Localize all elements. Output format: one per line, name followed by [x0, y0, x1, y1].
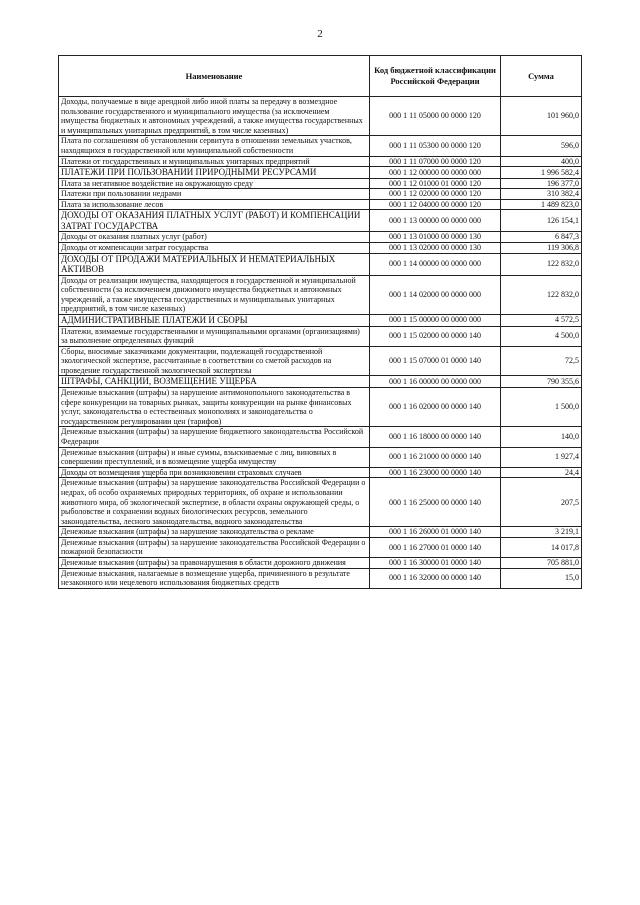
cell-sum: 196 377,0	[501, 178, 582, 189]
cell-code: 000 1 13 01000 00 0000 130	[370, 232, 501, 243]
cell-code: 000 1 16 32000 00 0000 140	[370, 568, 501, 588]
cell-code: 000 1 15 02000 00 0000 140	[370, 326, 501, 346]
cell-sum: 15,0	[501, 568, 582, 588]
cell-name: Денежные взыскания (штрафы) за правонарушения в области дорожного движения	[59, 558, 370, 569]
table-header-row	[59, 56, 582, 97]
table-row	[59, 326, 582, 346]
table-row	[59, 447, 582, 467]
cell-sum: 596,0	[501, 136, 582, 156]
cell-code: 000 1 12 00000 00 0000 000	[370, 167, 501, 179]
cell-sum: 72,5	[501, 346, 582, 376]
cell-sum: 705 881,0	[501, 558, 582, 569]
cell-code: 000 1 12 04000 00 0000 120	[370, 199, 501, 210]
cell-name: АДМИНИСТРАТИВНЫЕ ПЛАТЕЖИ И СБОРЫ	[59, 315, 370, 327]
cell-code: 000 1 16 23000 00 0000 140	[370, 467, 501, 478]
table-body	[59, 97, 582, 589]
cell-sum: 122 832,0	[501, 253, 582, 275]
cell-name: Доходы, получаемые в виде арендной либо иной платы за передачу в возмездное пользование государственного и муниципального имущества (за исключением имущества бюджетных и автономных учреждений, а также имущества государственных и муниципальных унитарных предприятий, в том числе казенных)	[59, 97, 370, 136]
table-row	[59, 232, 582, 243]
cell-code: 000 1 15 07000 01 0000 140	[370, 346, 501, 376]
cell-name: ДОХОДЫ ОТ ПРОДАЖИ МАТЕРИАЛЬНЫХ И НЕМАТЕРИАЛЬНЫХ АКТИВОВ	[59, 253, 370, 275]
cell-name: Денежные взыскания (штрафы) за нарушение бюджетного законодательства Российской Федерации	[59, 427, 370, 447]
cell-sum: 126 154,1	[501, 210, 582, 232]
table-row	[59, 537, 582, 557]
table-row	[59, 156, 582, 167]
cell-name: Денежные взыскания (штрафы) и иные суммы, взыскиваемые с лиц, виновных в совершении преступлений, и в возмещение ущерба имуществу	[59, 447, 370, 467]
cell-code: 000 1 15 00000 00 0000 000	[370, 315, 501, 327]
cell-sum: 1 500,0	[501, 387, 582, 426]
table-row	[59, 97, 582, 136]
table-row	[59, 558, 582, 569]
cell-name: Денежные взыскания (штрафы) за нарушение законодательства Российской Федерации о пожарной безопасности	[59, 537, 370, 557]
cell-code: 000 1 12 02000 00 0000 120	[370, 189, 501, 200]
cell-name: Плата за использование лесов	[59, 199, 370, 210]
cell-sum: 3 219,1	[501, 527, 582, 538]
table-row	[59, 568, 582, 588]
section-row	[59, 315, 582, 327]
section-row	[59, 253, 582, 275]
cell-sum: 24,4	[501, 467, 582, 478]
section-row	[59, 210, 582, 232]
section-row	[59, 167, 582, 179]
cell-sum: 6 847,3	[501, 232, 582, 243]
table-row	[59, 275, 582, 314]
cell-code: 000 1 16 18000 00 0000 140	[370, 427, 501, 447]
cell-name: ПЛАТЕЖИ ПРИ ПОЛЬЗОВАНИИ ПРИРОДНЫМИ РЕСУРСАМИ	[59, 167, 370, 179]
cell-code: 000 1 16 26000 01 0000 140	[370, 527, 501, 538]
cell-name: Платежи при пользовании недрами	[59, 189, 370, 200]
cell-sum: 4 500,0	[501, 326, 582, 346]
header-code: Код бюджетной классификации Российской Федерации	[370, 56, 501, 97]
cell-name: Платежи, взимаемые государственными и муниципальными органами (организациями) за выполнение определенных функций	[59, 326, 370, 346]
cell-code: 000 1 13 00000 00 0000 000	[370, 210, 501, 232]
header-sum: Сумма	[501, 56, 582, 97]
table-row	[59, 527, 582, 538]
cell-name: Доходы от компенсации затрат государства	[59, 243, 370, 254]
cell-sum: 790 355,6	[501, 376, 582, 388]
table-row	[59, 136, 582, 156]
cell-name: Плата за негативное воздействие на окружающую среду	[59, 178, 370, 189]
cell-code: 000 1 16 30000 01 0000 140	[370, 558, 501, 569]
revenue-table	[58, 55, 582, 589]
cell-name: Денежные взыскания (штрафы) за нарушение антимонопольного законодательства в сфере конкуренции на товарных рынках, защиты конкуренции на рынке финансовых услуг, законодательства о естественных монополиях и законодательства о государственном регулировании цен (тарифов)	[59, 387, 370, 426]
cell-sum: 1 927,4	[501, 447, 582, 467]
cell-sum: 14 017,8	[501, 537, 582, 557]
cell-name: Платежи от государственных и муниципальных унитарных предприятий	[59, 156, 370, 167]
table-row	[59, 387, 582, 426]
table-row	[59, 243, 582, 254]
cell-code: 000 1 14 00000 00 0000 000	[370, 253, 501, 275]
cell-code: 000 1 12 01000 01 0000 120	[370, 178, 501, 189]
table-row	[59, 189, 582, 200]
table-row	[59, 467, 582, 478]
cell-code: 000 1 11 05000 00 0000 120	[370, 97, 501, 136]
header-name: Наименование	[59, 56, 370, 97]
cell-code: 000 1 16 21000 00 0000 140	[370, 447, 501, 467]
cell-code: 000 1 13 02000 00 0000 130	[370, 243, 501, 254]
cell-sum: 1 489 823,0	[501, 199, 582, 210]
cell-name: ШТРАФЫ, САНКЦИИ, ВОЗМЕЩЕНИЕ УЩЕРБА	[59, 376, 370, 388]
cell-sum: 400,0	[501, 156, 582, 167]
cell-code: 000 1 16 00000 00 0000 000	[370, 376, 501, 388]
cell-sum: 101 960,0	[501, 97, 582, 136]
cell-name: ДОХОДЫ ОТ ОКАЗАНИЯ ПЛАТНЫХ УСЛУГ (РАБОТ) И КОМПЕНСАЦИИ ЗАТРАТ ГОСУДАРСТВА	[59, 210, 370, 232]
cell-sum: 310 382,4	[501, 189, 582, 200]
cell-name: Сборы, вносимые заказчиками документации, подлежащей государственной экологической экспертизе, рассчитанные в соответствии со сметой расходов на проведение государственной экологической экспертизы	[59, 346, 370, 376]
page-number: 2	[317, 28, 323, 40]
cell-name: Денежные взыскания, налагаемые в возмещение ущерба, причиненного в результате незаконного или нецелевого использования бюджетных средств	[59, 568, 370, 588]
table-row	[59, 427, 582, 447]
cell-sum: 207,5	[501, 478, 582, 527]
table-row	[59, 478, 582, 527]
cell-sum: 4 572,5	[501, 315, 582, 327]
cell-code: 000 1 16 25000 00 0000 140	[370, 478, 501, 527]
cell-code: 000 1 11 05300 00 0000 120	[370, 136, 501, 156]
cell-code: 000 1 11 07000 00 0000 120	[370, 156, 501, 167]
cell-sum: 119 306,8	[501, 243, 582, 254]
cell-name: Доходы от реализации имущества, находящегося в государственной и муниципальной собственности (за исключением движимого имущества бюджетных и автономных учреждений, а также имущества государственных и муниципальных унитарных предприятий, в том числе казенных)	[59, 275, 370, 314]
cell-name: Доходы от оказания платных услуг (работ)	[59, 232, 370, 243]
cell-sum: 122 832,0	[501, 275, 582, 314]
cell-code: 000 1 14 02000 00 0000 000	[370, 275, 501, 314]
cell-code: 000 1 16 27000 01 0000 140	[370, 537, 501, 557]
cell-name: Денежные взыскания (штрафы) за нарушение законодательства о рекламе	[59, 527, 370, 538]
cell-name: Денежные взыскания (штрафы) за нарушение законодательства Российской Федерации о недрах, об особо охраняемых природных территориях, об охране и использовании животного мира, об экологической экспертизе, в области охраны окружающей среды, о рыболовстве и сохранении водных биологических ресурсов, земельного законодательства, лесного законодательства, водного законодательства	[59, 478, 370, 527]
cell-sum: 140,0	[501, 427, 582, 447]
cell-sum: 1 996 582,4	[501, 167, 582, 179]
table-row	[59, 199, 582, 210]
cell-name: Доходы от возмещения ущерба при возникновении страховых случаев	[59, 467, 370, 478]
table-row	[59, 178, 582, 189]
section-row	[59, 376, 582, 388]
cell-code: 000 1 16 02000 00 0000 140	[370, 387, 501, 426]
table-row	[59, 346, 582, 376]
cell-name: Плата по соглашениям об установлении сервитута в отношении земельных участков, находящихся в государственной или муниципальной собственности	[59, 136, 370, 156]
